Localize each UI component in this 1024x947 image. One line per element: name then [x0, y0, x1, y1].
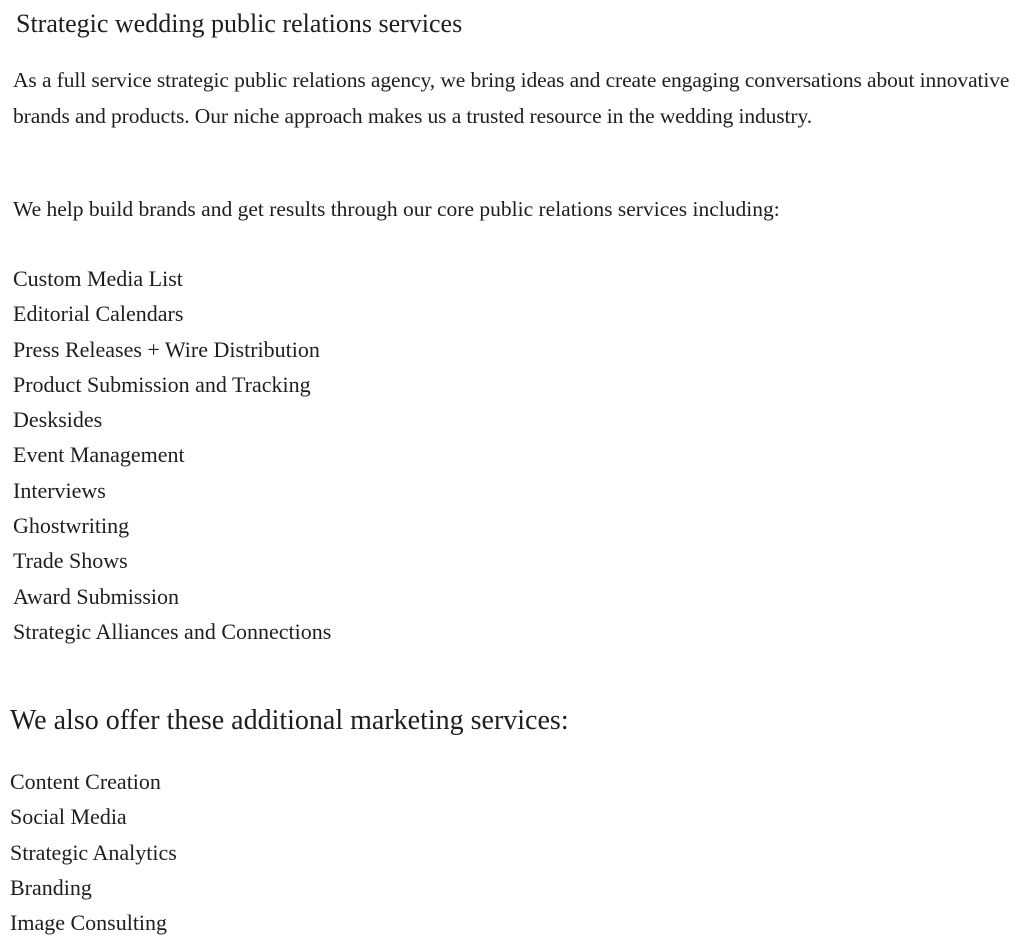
list-item: Strategic Analytics	[10, 839, 177, 865]
list-item: Award Submission	[13, 583, 180, 609]
list-item: Image Consulting	[10, 910, 168, 936]
additional-services-list	[10, 764, 177, 940]
intro-paragraph: As a full service strategic public relations agency, we bring ideas and create engaging conversations about innovative brands and products. Our niche approach makes us a trusted resource in the wedding industry.	[13, 68, 1010, 128]
additional-services-heading: We also offer these additional marketing services:	[10, 705, 569, 736]
list-item: Interviews	[13, 477, 106, 503]
list-item: Ghostwriting	[13, 513, 130, 539]
list-item: Press Releases + Wire Distribution	[13, 336, 320, 362]
list-item: Event Management	[13, 442, 185, 468]
core-services-list	[13, 261, 331, 649]
list-item: Branding	[10, 874, 92, 900]
page-title: Strategic wedding public relations services	[16, 9, 463, 38]
list-item: Strategic Alliances and Connections	[13, 618, 332, 644]
list-item: Custom Media List	[13, 266, 183, 291]
core-services-lead: We help build brands and get results through our core public relations services including:	[13, 197, 780, 221]
list-item: Social Media	[10, 804, 127, 830]
list-item: Content Creation	[10, 769, 161, 794]
list-item: Product Submission and Tracking	[13, 371, 311, 397]
list-item: Editorial Calendars	[13, 301, 184, 327]
list-item: Desksides	[13, 407, 103, 433]
list-item: Trade Shows	[13, 548, 128, 574]
